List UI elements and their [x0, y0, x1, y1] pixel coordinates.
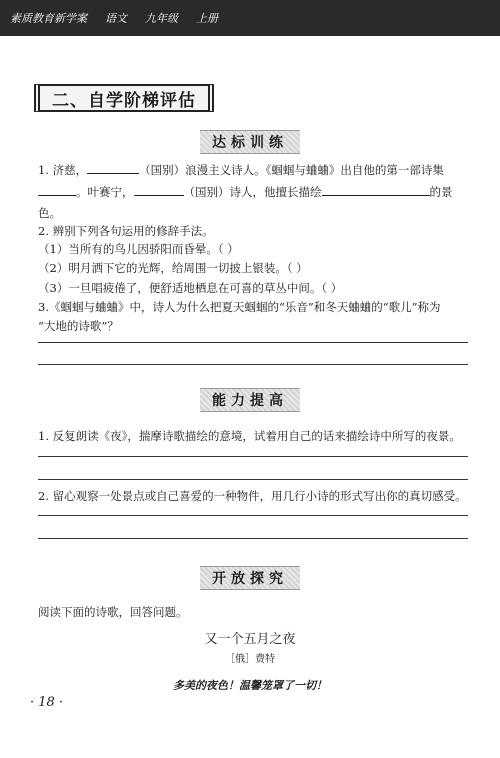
answer-blank[interactable]: [322, 183, 430, 196]
header-grade: 九年级: [145, 12, 178, 25]
header-volume: 上册: [196, 12, 218, 25]
question-1-line-1: [38, 161, 474, 180]
q1-text-3: （国别）诗人，他擅长描绘: [183, 185, 322, 199]
answer-line[interactable]: [38, 479, 468, 480]
reading-instruction: 阅读下面的诗歌，回答问题。: [38, 605, 188, 619]
answer-line[interactable]: [38, 538, 468, 539]
heading-open-exploration: 开放探究: [200, 566, 300, 590]
page-number: · 18 ·: [30, 695, 64, 710]
answer-blank[interactable]: [38, 183, 76, 196]
heading-standard-training: 达标训练: [200, 130, 300, 154]
q1-prefix: 1. 济慈，: [38, 163, 88, 177]
answer-blank[interactable]: [134, 183, 184, 196]
answer-blank[interactable]: [87, 161, 139, 174]
question-1-line-2: [38, 183, 474, 202]
answer-line[interactable]: [38, 515, 468, 516]
q1-text-4: 的景: [429, 185, 453, 199]
ability-question-1: 1. 反复朗读《夜》，揣摩诗歌描绘的意境，试着用自己的话来描绘诗中所写的夜景。: [38, 429, 461, 443]
section-title: 二、自学阶梯评估: [34, 84, 214, 112]
heading-ability-improvement: 能力提高: [200, 388, 300, 412]
question-1-line-3: 色。: [38, 206, 61, 220]
answer-line[interactable]: [38, 364, 468, 365]
poem-title: 又一个五月之夜: [204, 632, 296, 647]
header-book-title: 素质教育新学案: [10, 12, 87, 25]
page-header: [0, 0, 500, 36]
question-2-item-3: （3）一旦唱疲倦了，便舒适地栖息在可喜的草丛中间。（ ）: [38, 281, 343, 295]
header-subject: 语文: [105, 12, 127, 25]
question-2-item-1: （1）当所有的鸟儿因骄阳而昏晕。（ ）: [38, 242, 239, 256]
question-2: 2. 辨别下列各句运用的修辞手法。: [38, 224, 214, 238]
q1-text-2: 。叶赛宁，: [76, 185, 134, 199]
q1-text: （国别）浪漫主义诗人。《蝈蝈与蛐蛐》出自他的第一部诗集: [139, 163, 444, 177]
ability-question-2: 2. 留心观察一处景点或自己喜爱的一种物件，用几行小诗的形式写出你的真切感受。: [38, 489, 467, 503]
question-3-line-2: “大地的诗歌”？: [38, 319, 119, 333]
question-2-item-2: （2）明月洒下它的光辉，给周围一切披上银装。（ ）: [38, 261, 308, 275]
poem-author: ［俄］费特: [225, 654, 275, 665]
answer-line[interactable]: [38, 456, 468, 457]
question-3-line-1: 3.《蝈蝈与蛐蛐》中，诗人为什么把夏天蝈蝈的“乐音”和冬天蛐蛐的“歌儿”称为: [38, 300, 441, 314]
answer-line[interactable]: [38, 342, 468, 343]
poem-line-1: 多美的夜色！温馨笼罩了一切！: [173, 679, 327, 692]
